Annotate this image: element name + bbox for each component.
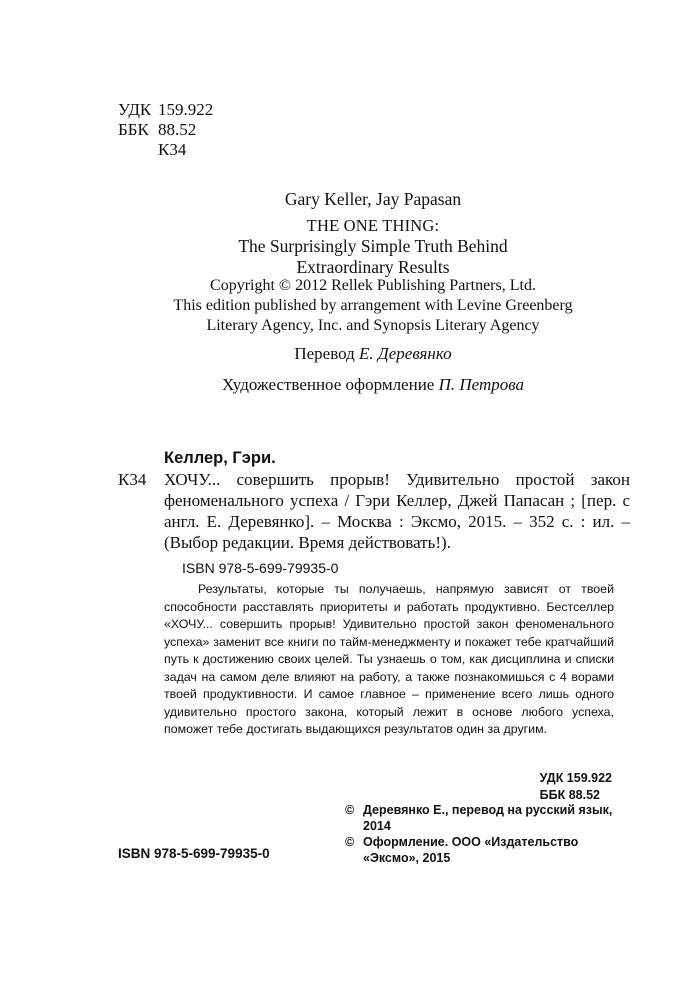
- design-credit: [118, 374, 628, 395]
- translation-label: Перевод: [294, 344, 355, 363]
- original-subtitle-line1: The Surprisingly Simple Truth Behind: [238, 236, 508, 256]
- catalog-isbn: ISBN 978-5-699-79935-0: [182, 560, 339, 576]
- footer-udk: УДК 159.922: [539, 771, 612, 785]
- footer-copyright-item: [345, 802, 625, 834]
- copyright-line2: This edition published by arrangement with Levine Greenberg: [173, 297, 573, 314]
- author-code: К34: [158, 140, 187, 159]
- designer-name: П. Петрова: [438, 375, 525, 394]
- bbk-value: 88.52: [158, 120, 197, 139]
- footer-copyrights: [345, 802, 625, 866]
- author-code-row: [118, 140, 213, 160]
- footer-classification: [540, 770, 612, 804]
- translator-credit: [118, 343, 628, 364]
- copyright-line3: Literary Agency, Inc. and Synopsis Literary Agency: [206, 317, 540, 334]
- original-title-block: [118, 215, 628, 278]
- bbk-row: [118, 120, 213, 140]
- original-authors: Gary Keller, Jay Papasan: [284, 189, 462, 209]
- copyright-line1: Copyright © 2012 Rellek Publishing Partners, Ltd.: [210, 277, 536, 294]
- catalog-description: ХОЧУ... совершить прорыв! Удивительно простой закон феноменального успеха / Гэри Келлер, Джей Папасан ; [пер. с англ. Е. Деревянко]. – Москва : Эксмо, 2015. – 352 с. : ил. – (Выбор редакции. Время действовать!).: [164, 470, 630, 552]
- copyright-symbol: ©: [345, 803, 355, 817]
- original-subtitle-line2: Extraordinary Results: [296, 257, 450, 277]
- udk-value: 159.922: [158, 100, 214, 119]
- footer-bbk: ББК 88.52: [539, 788, 601, 802]
- original-title: THE ONE THING:: [306, 216, 440, 235]
- udk-label: УДК: [118, 100, 152, 119]
- udk-row: [118, 100, 213, 120]
- bbk-label: ББК: [118, 120, 149, 139]
- copyright-symbol: ©: [345, 835, 355, 849]
- design-label: Художественное оформление: [221, 375, 435, 394]
- footer-isbn: ISBN 978-5-699-79935-0: [118, 846, 270, 861]
- translator-name: Е. Деревянко: [359, 344, 452, 363]
- annotation: Результаты, которые ты получаешь, напрямую зависят от твоей способности расставлять приоритеты и работать продуктивно. Бестселлер «ХОЧУ... совершить прорыв! Удивительно простой закон феноменального успеха» заменит все книги по тайм-менеджменту и покажет тебе кратчайший путь к достижению своих целей. Ты узнаешь о том, как дисциплина и списки задач на самом деле влияют на работу, а также познакомишься с 4 ворами твоей продуктивности. И самое главное – применение всего лишь одного удивительно простого закона, который лежит в основе любого успеха, поможет тебе достигать выдающихся результатов один за другим.: [164, 582, 614, 736]
- footer-copyright2: Оформление. ООО «Издательство «Эксмо», 2015: [363, 835, 579, 865]
- original-copyright: [118, 276, 628, 336]
- classification-block: [118, 100, 213, 160]
- footer-copyright-item: [345, 834, 625, 866]
- catalog-code: К34: [118, 470, 147, 489]
- catalog-author: Келлер, Гэри.: [164, 449, 276, 467]
- footer-copyright1: Деревянко Е., перевод на русский язык, 2014: [363, 803, 613, 833]
